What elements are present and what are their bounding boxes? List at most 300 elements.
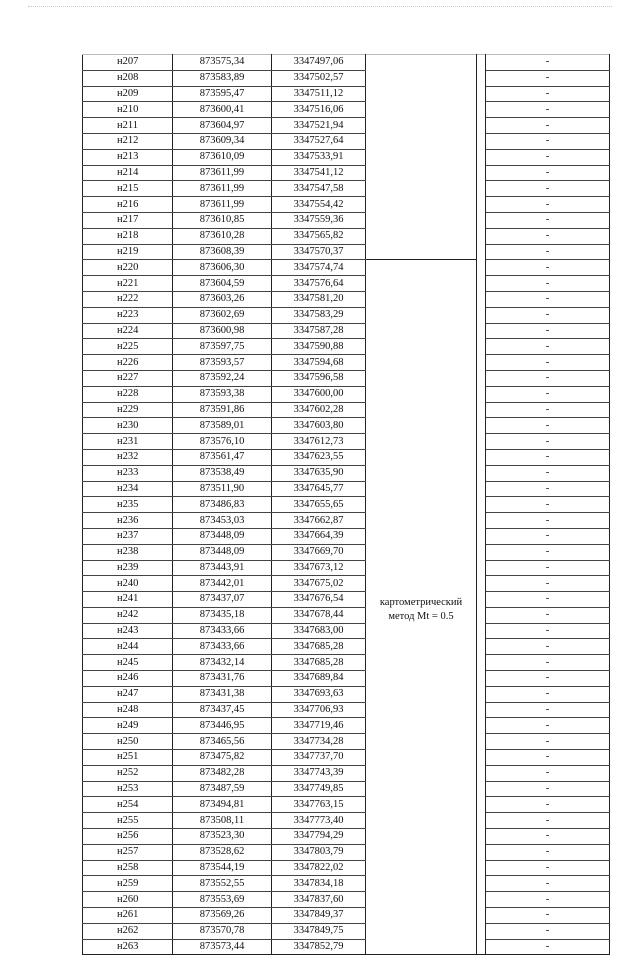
- x-coordinate-cell: 873465,56: [173, 734, 272, 750]
- x-coordinate-cell: 873431,76: [173, 671, 272, 687]
- point-id-cell: н228: [83, 386, 173, 402]
- table-row: [83, 844, 610, 860]
- x-coordinate-cell: 873611,99: [173, 181, 272, 197]
- y-coordinate-cell: 3347596,58: [272, 370, 366, 386]
- spacer-cell: [477, 339, 486, 355]
- table-row: [83, 449, 610, 465]
- point-id-cell: н220: [83, 260, 173, 276]
- point-id-cell: н207: [83, 55, 173, 71]
- spacer-cell: [477, 797, 486, 813]
- x-coordinate-cell: 873508,11: [173, 813, 272, 829]
- x-coordinate-cell: 873611,99: [173, 197, 272, 213]
- y-coordinate-cell: 3347676,54: [272, 592, 366, 608]
- table-row: [83, 86, 610, 102]
- method-cell: [366, 181, 477, 197]
- point-id-cell: н210: [83, 102, 173, 118]
- spacer-cell: [477, 276, 486, 292]
- y-coordinate-cell: 3347693,63: [272, 686, 366, 702]
- method-cell: [366, 465, 477, 481]
- value-cell: -: [486, 118, 610, 134]
- value-cell: -: [486, 718, 610, 734]
- table-row: [83, 102, 610, 118]
- method-cell: [366, 212, 477, 228]
- method-cell: [366, 528, 477, 544]
- y-coordinate-cell: 3347645,77: [272, 481, 366, 497]
- value-cell: -: [486, 212, 610, 228]
- y-coordinate-cell: 3347678,44: [272, 607, 366, 623]
- point-id-cell: н227: [83, 370, 173, 386]
- value-cell: -: [486, 449, 610, 465]
- value-cell: -: [486, 323, 610, 339]
- spacer-cell: [477, 323, 486, 339]
- point-id-cell: н212: [83, 133, 173, 149]
- x-coordinate-cell: 873591,86: [173, 402, 272, 418]
- table-row: [83, 765, 610, 781]
- x-coordinate-cell: 873475,82: [173, 750, 272, 766]
- method-cell: [366, 781, 477, 797]
- spacer-cell: [477, 212, 486, 228]
- y-coordinate-cell: 3347623,55: [272, 449, 366, 465]
- x-coordinate-cell: 873569,26: [173, 908, 272, 924]
- x-coordinate-cell: 873610,85: [173, 212, 272, 228]
- x-coordinate-cell: 873592,24: [173, 370, 272, 386]
- table-row: [83, 655, 610, 671]
- table-row: [83, 355, 610, 371]
- x-coordinate-cell: 873511,90: [173, 481, 272, 497]
- spacer-cell: [477, 402, 486, 418]
- x-coordinate-cell: 873593,38: [173, 386, 272, 402]
- point-id-cell: н219: [83, 244, 173, 260]
- method-label-line1: картометрический: [379, 596, 463, 608]
- y-coordinate-cell: 3347587,28: [272, 323, 366, 339]
- x-coordinate-cell: 873606,30: [173, 260, 272, 276]
- x-coordinate-cell: 873523,30: [173, 829, 272, 845]
- spacer-cell: [477, 908, 486, 924]
- table-row: [83, 671, 610, 687]
- value-cell: -: [486, 781, 610, 797]
- y-coordinate-cell: 3347497,06: [272, 55, 366, 71]
- method-cell: [366, 655, 477, 671]
- x-coordinate-cell: 873611,99: [173, 165, 272, 181]
- method-cell: [366, 765, 477, 781]
- point-id-cell: н235: [83, 497, 173, 513]
- spacer-cell: [477, 370, 486, 386]
- y-coordinate-cell: 3347837,60: [272, 892, 366, 908]
- spacer-cell: [477, 892, 486, 908]
- table-row: [83, 165, 610, 181]
- spacer-cell: [477, 228, 486, 244]
- spacer-cell: [477, 718, 486, 734]
- x-coordinate-cell: 873570,78: [173, 923, 272, 939]
- method-cell: [366, 908, 477, 924]
- value-cell: -: [486, 765, 610, 781]
- table-row: [83, 544, 610, 560]
- x-coordinate-cell: 873544,19: [173, 860, 272, 876]
- x-coordinate-cell: 873589,01: [173, 418, 272, 434]
- value-cell: -: [486, 860, 610, 876]
- spacer-cell: [477, 750, 486, 766]
- point-id-cell: н256: [83, 829, 173, 845]
- spacer-cell: [477, 734, 486, 750]
- method-cell: [366, 481, 477, 497]
- spacer-cell: [477, 418, 486, 434]
- spacer-cell: [477, 260, 486, 276]
- point-id-cell: н223: [83, 307, 173, 323]
- spacer-cell: [477, 102, 486, 118]
- point-id-cell: н252: [83, 765, 173, 781]
- y-coordinate-cell: 3347581,20: [272, 291, 366, 307]
- y-coordinate-cell: 3347734,28: [272, 734, 366, 750]
- spacer-cell: [477, 623, 486, 639]
- spacer-cell: [477, 844, 486, 860]
- point-id-cell: н253: [83, 781, 173, 797]
- spacer-cell: [477, 592, 486, 608]
- y-coordinate-cell: 3347541,12: [272, 165, 366, 181]
- y-coordinate-cell: 3347673,12: [272, 560, 366, 576]
- spacer-cell: [477, 576, 486, 592]
- coordinates-table: [82, 54, 610, 955]
- point-id-cell: н238: [83, 544, 173, 560]
- y-coordinate-cell: 3347685,28: [272, 655, 366, 671]
- table-row: [83, 323, 610, 339]
- table-row: [83, 386, 610, 402]
- spacer-cell: [477, 55, 486, 71]
- point-id-cell: н240: [83, 576, 173, 592]
- value-cell: -: [486, 592, 610, 608]
- y-coordinate-cell: 3347612,73: [272, 434, 366, 450]
- table-row: [83, 576, 610, 592]
- spacer-cell: [477, 639, 486, 655]
- value-cell: -: [486, 623, 610, 639]
- table-row: [83, 418, 610, 434]
- spacer-cell: [477, 118, 486, 134]
- y-coordinate-cell: 3347852,79: [272, 939, 366, 955]
- coordinates-table-body: [83, 55, 610, 955]
- value-cell: -: [486, 307, 610, 323]
- spacer-cell: [477, 291, 486, 307]
- method-cell: [366, 702, 477, 718]
- point-id-cell: н260: [83, 892, 173, 908]
- y-coordinate-cell: 3347502,57: [272, 70, 366, 86]
- point-id-cell: н234: [83, 481, 173, 497]
- method-cell: [366, 418, 477, 434]
- x-coordinate-cell: 873561,47: [173, 449, 272, 465]
- value-cell: -: [486, 149, 610, 165]
- y-coordinate-cell: 3347706,93: [272, 702, 366, 718]
- method-cell: [366, 892, 477, 908]
- method-cell: [366, 197, 477, 213]
- spacer-cell: [477, 702, 486, 718]
- value-cell: -: [486, 639, 610, 655]
- method-cell: [366, 750, 477, 766]
- x-coordinate-cell: 873442,01: [173, 576, 272, 592]
- y-coordinate-cell: 3347675,02: [272, 576, 366, 592]
- point-id-cell: н250: [83, 734, 173, 750]
- value-cell: -: [486, 671, 610, 687]
- spacer-cell: [477, 655, 486, 671]
- value-cell: -: [486, 370, 610, 386]
- x-coordinate-cell: 873448,09: [173, 544, 272, 560]
- table-row: [83, 133, 610, 149]
- point-id-cell: н222: [83, 291, 173, 307]
- spacer-cell: [477, 181, 486, 197]
- y-coordinate-cell: 3347664,39: [272, 528, 366, 544]
- point-id-cell: н224: [83, 323, 173, 339]
- table-row: [83, 370, 610, 386]
- method-cell: [366, 118, 477, 134]
- table-row: [83, 528, 610, 544]
- value-cell: -: [486, 560, 610, 576]
- x-coordinate-cell: 873487,59: [173, 781, 272, 797]
- table-row: [83, 307, 610, 323]
- point-id-cell: н237: [83, 528, 173, 544]
- method-cell: [366, 813, 477, 829]
- table-row: [83, 639, 610, 655]
- method-cell: [366, 244, 477, 260]
- value-cell: -: [486, 908, 610, 924]
- value-cell: -: [486, 939, 610, 955]
- y-coordinate-cell: 3347533,91: [272, 149, 366, 165]
- spacer-cell: [477, 528, 486, 544]
- spacer-cell: [477, 307, 486, 323]
- value-cell: -: [486, 528, 610, 544]
- table-row: [83, 497, 610, 513]
- method-cell: [366, 718, 477, 734]
- method-cell: [366, 434, 477, 450]
- y-coordinate-cell: 3347527,64: [272, 133, 366, 149]
- point-id-cell: н254: [83, 797, 173, 813]
- method-cell: [366, 734, 477, 750]
- method-cell: [366, 576, 477, 592]
- spacer-cell: [477, 149, 486, 165]
- y-coordinate-cell: 3347583,29: [272, 307, 366, 323]
- value-cell: -: [486, 228, 610, 244]
- y-coordinate-cell: 3347849,75: [272, 923, 366, 939]
- x-coordinate-cell: 873610,09: [173, 149, 272, 165]
- value-cell: -: [486, 465, 610, 481]
- point-id-cell: н244: [83, 639, 173, 655]
- value-cell: -: [486, 750, 610, 766]
- x-coordinate-cell: 873433,66: [173, 639, 272, 655]
- table-row: [83, 244, 610, 260]
- spacer-cell: [477, 197, 486, 213]
- value-cell: -: [486, 497, 610, 513]
- method-label-line2: метод Mt = 0.5: [388, 610, 454, 622]
- table-row: [83, 291, 610, 307]
- y-coordinate-cell: 3347590,88: [272, 339, 366, 355]
- spacer-cell: [477, 355, 486, 371]
- y-coordinate-cell: 3347570,37: [272, 244, 366, 260]
- spacer-cell: [477, 513, 486, 529]
- table-row: [83, 197, 610, 213]
- value-cell: -: [486, 813, 610, 829]
- value-cell: -: [486, 923, 610, 939]
- method-cell: [366, 939, 477, 955]
- x-coordinate-cell: 873538,49: [173, 465, 272, 481]
- x-coordinate-cell: 873453,03: [173, 513, 272, 529]
- point-id-cell: н216: [83, 197, 173, 213]
- point-id-cell: н259: [83, 876, 173, 892]
- spacer-cell: [477, 244, 486, 260]
- method-cell: [366, 133, 477, 149]
- point-id-cell: н245: [83, 655, 173, 671]
- value-cell: -: [486, 576, 610, 592]
- y-coordinate-cell: 3347662,87: [272, 513, 366, 529]
- value-cell: -: [486, 244, 610, 260]
- x-coordinate-cell: 873583,89: [173, 70, 272, 86]
- value-cell: -: [486, 892, 610, 908]
- method-cell: [366, 402, 477, 418]
- table-row: [83, 908, 610, 924]
- y-coordinate-cell: 3347763,15: [272, 797, 366, 813]
- method-cell: [366, 686, 477, 702]
- y-coordinate-cell: 3347574,74: [272, 260, 366, 276]
- point-id-cell: н249: [83, 718, 173, 734]
- table-row: [83, 592, 610, 608]
- value-cell: -: [486, 481, 610, 497]
- y-coordinate-cell: 3347559,36: [272, 212, 366, 228]
- point-id-cell: н221: [83, 276, 173, 292]
- spacer-cell: [477, 671, 486, 687]
- point-id-cell: н211: [83, 118, 173, 134]
- method-cell: [366, 623, 477, 639]
- value-cell: -: [486, 70, 610, 86]
- x-coordinate-cell: 873604,97: [173, 118, 272, 134]
- spacer-cell: [477, 560, 486, 576]
- x-coordinate-cell: 873593,57: [173, 355, 272, 371]
- y-coordinate-cell: 3347521,94: [272, 118, 366, 134]
- y-coordinate-cell: 3347511,12: [272, 86, 366, 102]
- spacer-cell: [477, 860, 486, 876]
- x-coordinate-cell: 873602,69: [173, 307, 272, 323]
- point-id-cell: н214: [83, 165, 173, 181]
- point-id-cell: н243: [83, 623, 173, 639]
- table-row: [83, 149, 610, 165]
- method-cell: [366, 876, 477, 892]
- method-cell: [366, 339, 477, 355]
- value-cell: -: [486, 876, 610, 892]
- point-id-cell: н232: [83, 449, 173, 465]
- x-coordinate-cell: 873576,10: [173, 434, 272, 450]
- method-cell: [366, 860, 477, 876]
- table-row: [83, 797, 610, 813]
- table-row: [83, 750, 610, 766]
- spacer-cell: [477, 544, 486, 560]
- point-id-cell: н262: [83, 923, 173, 939]
- y-coordinate-cell: 3347547,58: [272, 181, 366, 197]
- point-id-cell: н236: [83, 513, 173, 529]
- y-coordinate-cell: 3347635,90: [272, 465, 366, 481]
- method-cell: [366, 149, 477, 165]
- point-id-cell: н242: [83, 607, 173, 623]
- y-coordinate-cell: 3347594,68: [272, 355, 366, 371]
- method-cell: [366, 260, 477, 276]
- table-row: [83, 212, 610, 228]
- table-row: [83, 734, 610, 750]
- table-row: [83, 781, 610, 797]
- method-cell: [366, 449, 477, 465]
- x-coordinate-cell: 873609,34: [173, 133, 272, 149]
- spacer-cell: [477, 386, 486, 402]
- value-cell: -: [486, 686, 610, 702]
- table-row: [83, 118, 610, 134]
- y-coordinate-cell: 3347600,00: [272, 386, 366, 402]
- table-row: [83, 860, 610, 876]
- point-id-cell: н229: [83, 402, 173, 418]
- table-row: [83, 228, 610, 244]
- table-row: [83, 939, 610, 955]
- table-row: [83, 55, 610, 71]
- method-cell: [366, 165, 477, 181]
- method-cell: [366, 592, 477, 622]
- value-cell: -: [486, 355, 610, 371]
- point-id-cell: н251: [83, 750, 173, 766]
- y-coordinate-cell: 3347516,06: [272, 102, 366, 118]
- value-cell: -: [486, 797, 610, 813]
- spacer-cell: [477, 449, 486, 465]
- x-coordinate-cell: 873482,28: [173, 765, 272, 781]
- method-cell: [366, 102, 477, 118]
- value-cell: -: [486, 133, 610, 149]
- method-cell: [366, 829, 477, 845]
- table-row: [83, 402, 610, 418]
- x-coordinate-cell: 873431,38: [173, 686, 272, 702]
- table-row: [83, 560, 610, 576]
- spacer-cell: [477, 607, 486, 623]
- method-cell: [366, 671, 477, 687]
- method-cell: [366, 355, 477, 371]
- table-row: [83, 686, 610, 702]
- x-coordinate-cell: 873595,47: [173, 86, 272, 102]
- spacer-cell: [477, 481, 486, 497]
- x-coordinate-cell: 873600,41: [173, 102, 272, 118]
- y-coordinate-cell: 3347602,28: [272, 402, 366, 418]
- table-row: [83, 513, 610, 529]
- value-cell: -: [486, 102, 610, 118]
- method-label: [366, 596, 476, 624]
- spacer-cell: [477, 497, 486, 513]
- method-cell: [366, 55, 477, 71]
- point-id-cell: н215: [83, 181, 173, 197]
- table-row: [83, 876, 610, 892]
- y-coordinate-cell: 3347803,79: [272, 844, 366, 860]
- x-coordinate-cell: 873446,95: [173, 718, 272, 734]
- value-cell: -: [486, 339, 610, 355]
- method-cell: [366, 797, 477, 813]
- y-coordinate-cell: 3347822,02: [272, 860, 366, 876]
- x-coordinate-cell: 873600,98: [173, 323, 272, 339]
- table-row: [83, 260, 610, 276]
- spacer-cell: [477, 781, 486, 797]
- table-row: [83, 276, 610, 292]
- value-cell: -: [486, 702, 610, 718]
- spacer-cell: [477, 70, 486, 86]
- x-coordinate-cell: 873553,69: [173, 892, 272, 908]
- method-cell: [366, 307, 477, 323]
- point-id-cell: н255: [83, 813, 173, 829]
- point-id-cell: н247: [83, 686, 173, 702]
- y-coordinate-cell: 3347749,85: [272, 781, 366, 797]
- spacer-cell: [477, 765, 486, 781]
- value-cell: -: [486, 55, 610, 71]
- point-id-cell: н231: [83, 434, 173, 450]
- page-top-rule: [28, 6, 612, 7]
- table-row: [83, 70, 610, 86]
- point-id-cell: н218: [83, 228, 173, 244]
- point-id-cell: н261: [83, 908, 173, 924]
- method-cell: [366, 86, 477, 102]
- x-coordinate-cell: 873603,26: [173, 291, 272, 307]
